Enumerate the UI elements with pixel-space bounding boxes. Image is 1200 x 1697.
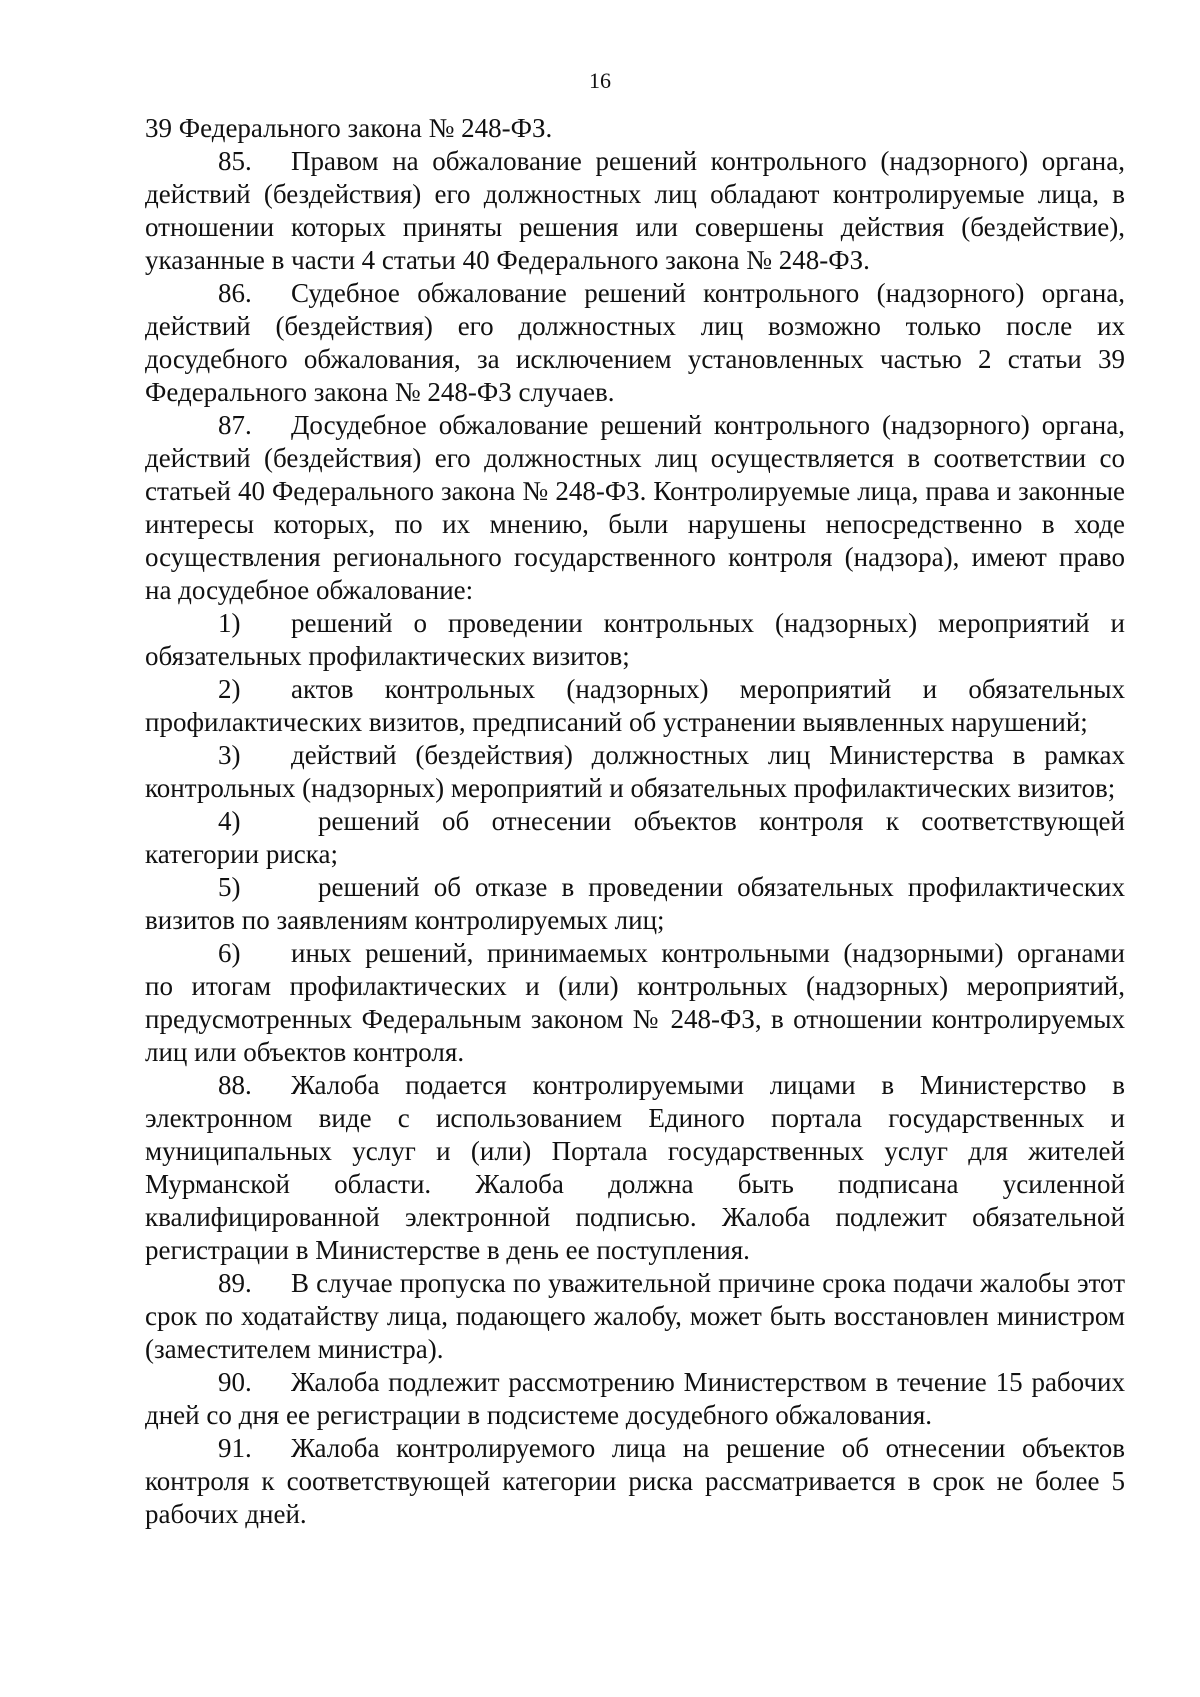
paragraph-91 [145,1432,1125,1531]
list-item-2 [145,673,1125,739]
list-item-5 [145,871,1125,937]
list-item-6 [145,937,1125,1069]
list-item-text: решений о проведении контрольных (надзорных) мероприятий и обязательных профилактических визитов; [145,608,1125,671]
document-body [145,112,1125,1531]
list-item-number: 1) [218,608,241,638]
list-item-number: 5) [218,872,241,902]
list-item-text: решений об отнесении объектов контроля к соответствующей категории риска; [145,806,1125,869]
paragraph-text: Досудебное обжалование решений контрольного (надзорного) органа, действий (бездействия) его должностных лиц осуществляется в соответствии со статьей 40 Федерального закона № 248-ФЗ. Контролируемые лица, права и законные интересы которых, по их мнению, были нарушены непосредственно в ходе осуществления регионального государственного контроля (надзора), имеют право на досудебное обжалование: [145,410,1125,605]
paragraph-text: В случае пропуска по уважительной причине срока подачи жалобы этот срок по ходатайству лица, подающего жалобу, может быть восстановлен министром (заместителем министра). [145,1268,1125,1364]
paragraph-text: Правом на обжалование решений контрольного (надзорного) органа, действий (бездействия) его должностных лиц обладают контролируемые лица, в отношении которых приняты решения или совершены действия (бездействие), указанные в части 4 статьи 40 Федерального закона № 248-ФЗ. [145,146,1125,275]
list-item-number: 2) [218,674,241,704]
paragraph-number: 88. [218,1070,252,1100]
paragraph-text: Жалоба контролируемого лица на решение об отнесении объектов контроля к соответствующей категории риска рассматривается в срок не более 5 рабочих дней. [145,1433,1125,1529]
list-item-text: действий (бездействия) должностных лиц Министерства в рамках контрольных (надзорных) мероприятий и обязательных профилактических визитов; [145,740,1125,803]
paragraph-90 [145,1366,1125,1432]
paragraph-number: 91. [218,1433,252,1463]
paragraph-87 [145,409,1125,607]
page-number: 16 [589,68,611,93]
list-item-1 [145,607,1125,673]
list-item-number: 3) [218,740,241,770]
paragraph-text: 39 Федерального закона № 248-ФЗ. [145,113,553,143]
list-item-number: 4) [218,806,241,836]
paragraph-number: 87. [218,410,252,440]
paragraph-88 [145,1069,1125,1267]
paragraph-85 [145,145,1125,277]
paragraph-86 [145,277,1125,409]
paragraph-text: Жалоба подлежит рассмотрению Министерством в течение 15 рабочих дней со дня ее регистрации в подсистеме досудебного обжалования. [145,1367,1125,1430]
paragraph-continuation [145,112,1125,145]
list-item-4 [145,805,1125,871]
paragraph-89 [145,1267,1125,1366]
paragraph-number: 89. [218,1268,252,1298]
paragraph-number: 85. [218,146,252,176]
list-item-number: 6) [218,938,241,968]
paragraph-text: Жалоба подается контролируемыми лицами в Министерство в электронном виде с использованием Единого портала государственных и муниципальных услуг и (или) Портала государственных услуг для жителей Мурманской области. Жалоба должна быть подписана усиленной квалифицированной электронной подписью. Жалоба подлежит обязательной регистрации в Министерстве в день ее поступления. [145,1070,1125,1265]
paragraph-number: 86. [218,278,252,308]
list-item-text: решений об отказе в проведении обязательных профилактических визитов по заявлениям контролируемых лиц; [145,872,1125,935]
list-item-3 [145,739,1125,805]
paragraph-number: 90. [218,1367,252,1397]
paragraph-text: Судебное обжалование решений контрольного (надзорного) органа, действий (бездействия) его должностных лиц возможно только после их досудебного обжалования, за исключением установленных частью 2 статьи 39 Федерального закона № 248-ФЗ случаев. [145,278,1125,407]
list-item-text: иных решений, принимаемых контрольными (надзорными) органами по итогам профилактических и (или) контрольных (надзорных) мероприятий, предусмотренных Федеральным законом № 248-ФЗ, в отношении контролируемых лиц или объектов контроля. [145,938,1125,1067]
list-item-text: актов контрольных (надзорных) мероприятий и обязательных профилактических визитов, предписаний об устранении выявленных нарушений; [145,674,1125,737]
